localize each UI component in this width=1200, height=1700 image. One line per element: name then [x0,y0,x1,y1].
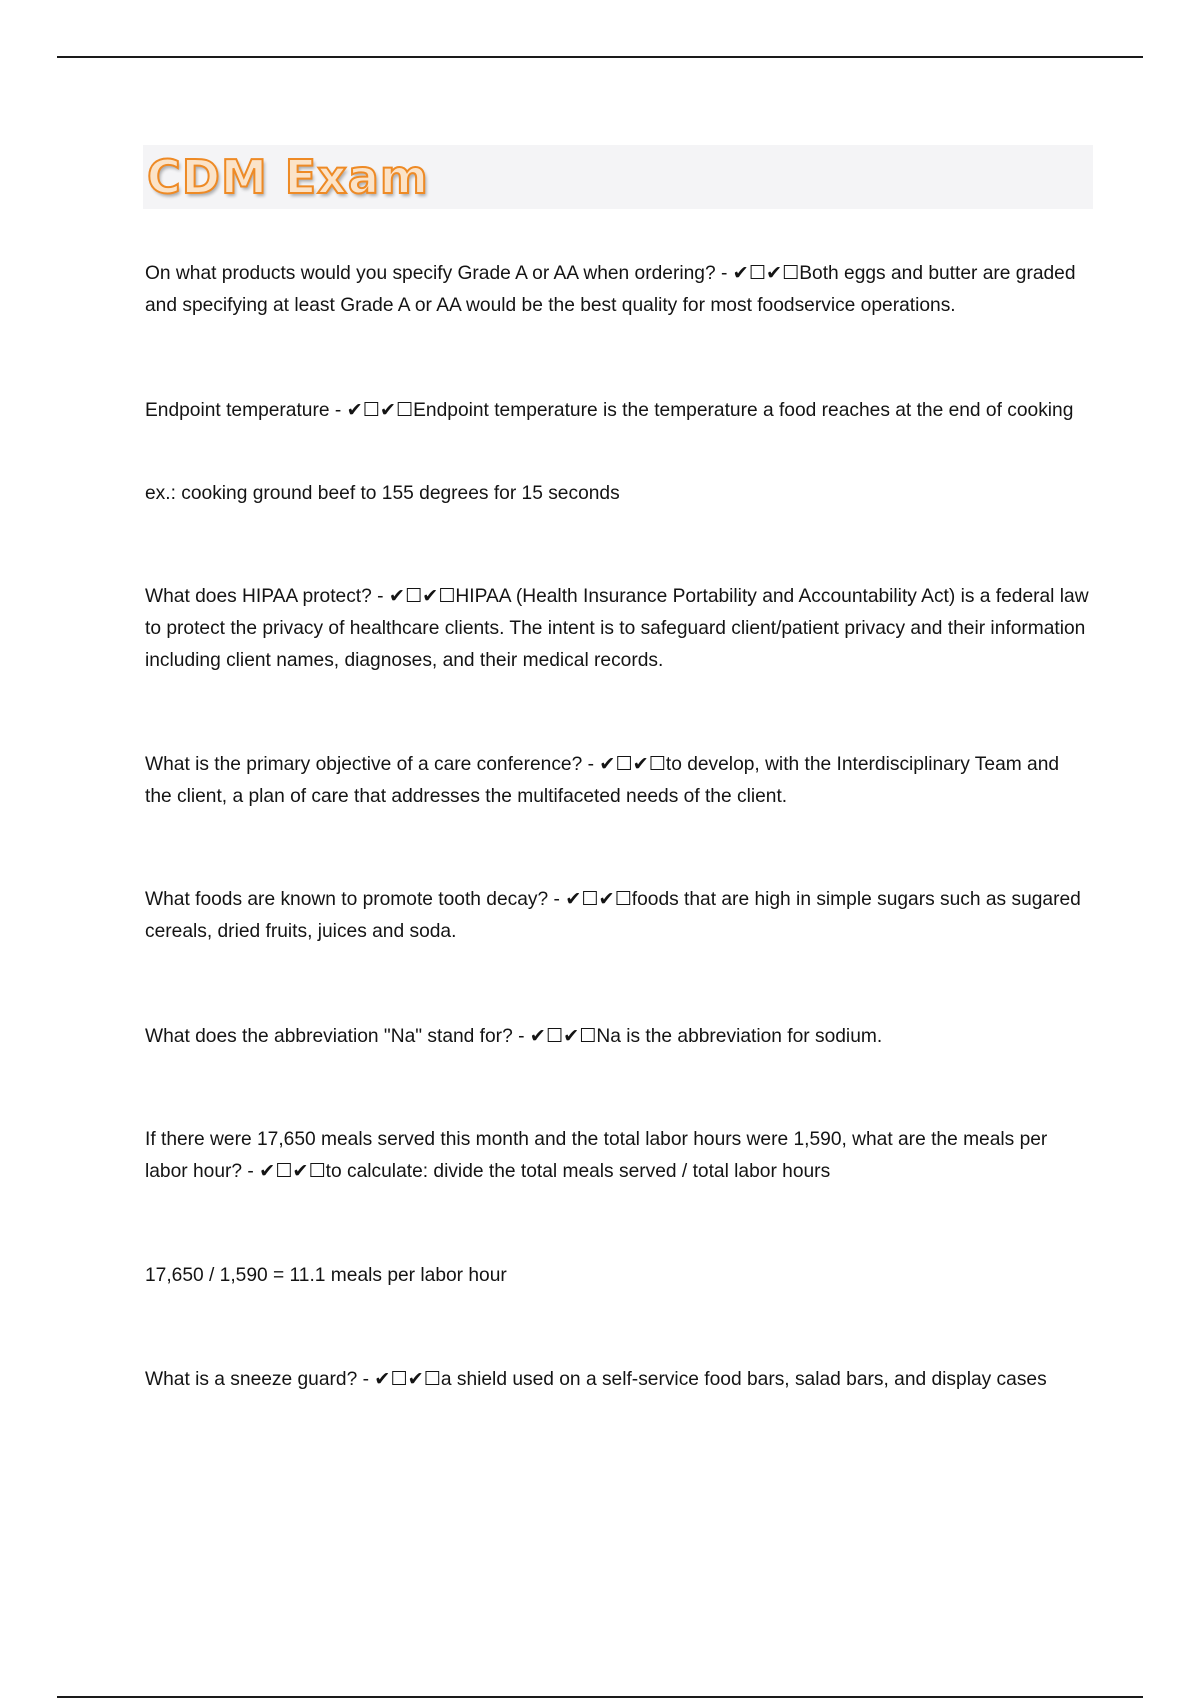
qa-entry-endpoint-temperature: Endpoint temperature - ✔☐✔☐Endpoint temperature is the temperature a food reaches at the end of cooking [145,400,1074,421]
footer-rule [57,1696,1143,1698]
qa-entry-example: ex.: cooking ground beef to 155 degrees for 15 seconds [145,483,620,504]
qa-entry-hipaa: What does HIPAA protect? - ✔☐✔☐HIPAA (Health Insurance Portability and Accountability Act) is a federal law to protect the privacy of healthcare clients. The intent is to safeguard client/patient privacy and their information including client names, diagnoses, and their medical records. [145,586,1089,671]
header-rule [57,56,1143,58]
qa-entry-tooth-decay: What foods are known to promote tooth decay? - ✔☐✔☐foods that are high in simple sugars such as sugared cereals, dried fruits, juices and soda. [145,889,1081,942]
qa-entry-calculation: 17,650 / 1,590 = 11.1 meals per labor hour [145,1265,507,1286]
qa-entry-sodium: What does the abbreviation "Na" stand for? - ✔☐✔☐Na is the abbreviation for sodium. [145,1026,883,1047]
qa-entry-meals-per-labor-hour: If there were 17,650 meals served this month and the total labor hours were 1,590, what are the meals per labor hour? - ✔☐✔☐to calculate: divide the total meals served / total labor hours [145,1129,1048,1182]
title-banner [143,145,1093,209]
qa-entry-care-conference: What is the primary objective of a care conference? - ✔☐✔☐to develop, with the Interdisciplinary Team and the client, a plan of care that addresses the multifaceted needs of the client. [145,754,1060,807]
qa-entry-grade-a: On what products would you specify Grade A or AA when ordering? - ✔☐✔☐Both eggs and butter are graded and specifying at least Grade A or AA would be the best quality for most foodservice operations. [145,263,1076,316]
qa-entry-sneeze-guard: What is a sneeze guard? - ✔☐✔☐a shield used on a self-service food bars, salad bars, and display cases [145,1369,1047,1390]
document-title: CDM Exam [147,150,429,204]
